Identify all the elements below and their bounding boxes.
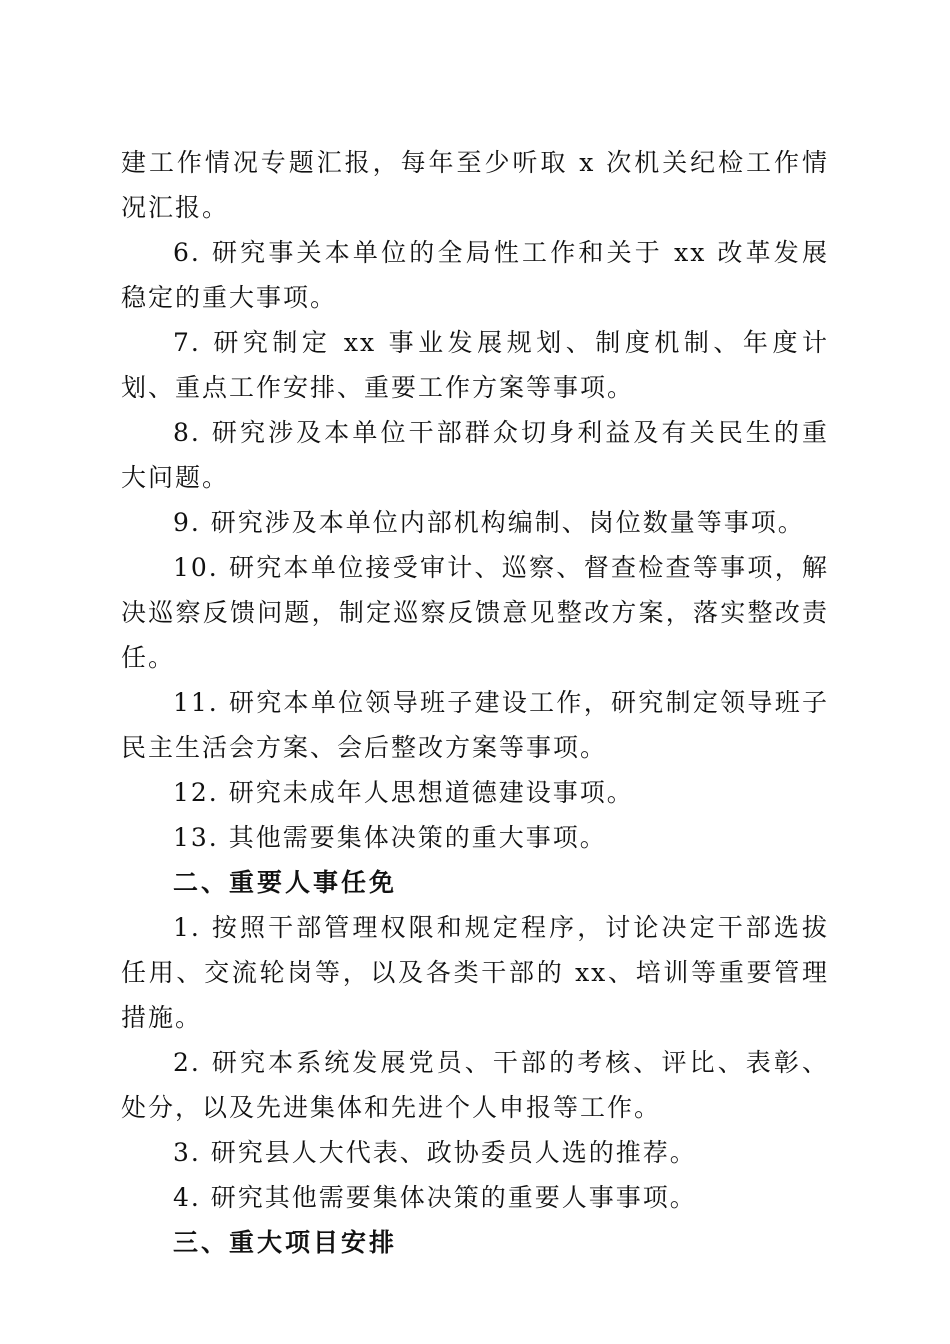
list-item-12: 12. 研究未成年人思想道德建设事项。 xyxy=(173,778,634,807)
personnel-item-3: 3. 研究县人大代表、政协委员人选的推荐。 xyxy=(173,1138,697,1167)
list-item-7: 7. 研究制定 xx 事业发展规划、制度机制、年度计划、重点工作安排、重要工作方案等事项。 xyxy=(121,328,829,402)
document-body xyxy=(121,140,829,1265)
list-item-11: 11. 研究本单位领导班子建设工作，研究制定领导班子民主生活会方案、会后整改方案等事项。 xyxy=(121,688,829,762)
list-item-9: 9. 研究涉及本单位内部机构编制、岗位数量等事项。 xyxy=(173,508,805,537)
personnel-item-1: 1. 按照干部管理权限和规定程序，讨论决定干部选拔任用、交流轮岗等，以及各类干部的 xx、培训等重要管理措施。 xyxy=(121,913,829,1032)
paragraph-continuation: 建工作情况专题汇报，每年至少听取 x 次机关纪检工作情况汇报。 xyxy=(121,148,829,222)
section-heading-projects: 三、重大项目安排 xyxy=(173,1228,398,1257)
section-heading-personnel: 二、重要人事任免 xyxy=(173,868,398,897)
list-item-10: 10. 研究本单位接受审计、巡察、督查检查等事项，解决巡察反馈问题，制定巡察反馈意见整改方案，落实整改责任。 xyxy=(121,553,829,672)
list-item-8: 8. 研究涉及本单位干部群众切身利益及有关民生的重大问题。 xyxy=(121,418,829,492)
list-item-13: 13. 其他需要集体决策的重大事项。 xyxy=(173,823,607,852)
personnel-item-4: 4. 研究其他需要集体决策的重要人事事项。 xyxy=(173,1183,697,1212)
personnel-item-2: 2. 研究本系统发展党员、干部的考核、评比、表彰、处分，以及先进集体和先进个人申报等工作。 xyxy=(121,1048,829,1122)
list-item-6: 6. 研究事关本单位的全局性工作和关于 xx 改革发展稳定的重大事项。 xyxy=(121,238,829,312)
